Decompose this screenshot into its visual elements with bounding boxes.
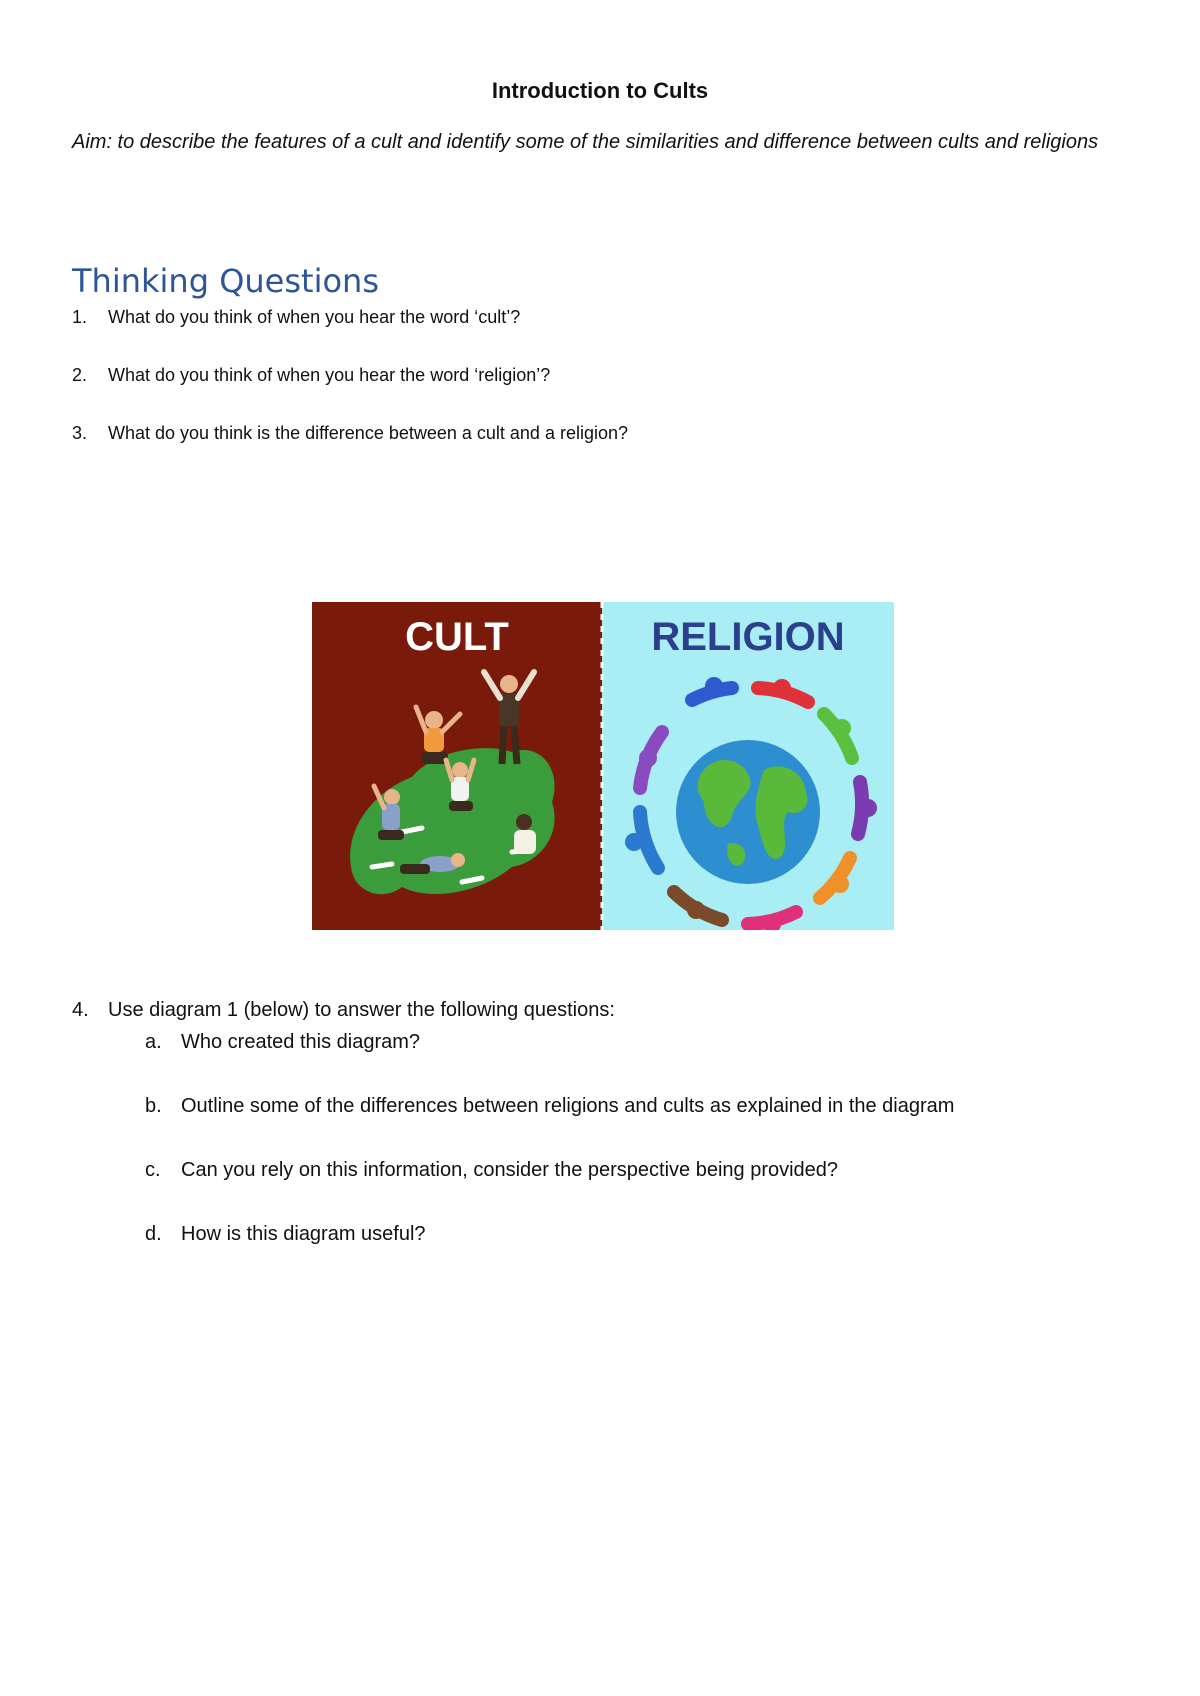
question-text: What do you think of when you hear the word ‘cult’?: [108, 307, 521, 327]
thinking-questions-heading: Thinking Questions: [72, 262, 379, 300]
sub-question-letter: b.: [145, 1095, 162, 1117]
sub-question-text: Can you rely on this information, consider the perspective being provided?: [181, 1159, 839, 1181]
sub-question-c: [145, 1159, 838, 1182]
question-text: What do you think of when you hear the word ‘religion’?: [108, 365, 551, 385]
aim-statement: Aim: to describe the features of a cult and identify some of the similarities and difference between cults and religions: [72, 131, 1099, 153]
question-number: 3.: [72, 423, 88, 443]
page-title: Introduction to Cults: [491, 78, 709, 103]
sub-question-letter: d.: [145, 1223, 162, 1245]
question-text: Use diagram 1 (below) to answer the following questions:: [108, 999, 615, 1021]
question-4: [72, 999, 615, 1022]
question-number: 1.: [72, 307, 88, 327]
question-3: [72, 423, 628, 444]
cult-religion-illustration: [312, 602, 894, 930]
sub-question-d: [145, 1223, 426, 1246]
question-text: What do you think is the difference between a cult and a religion?: [108, 423, 628, 443]
sub-question-text: Who created this diagram?: [181, 1031, 421, 1053]
sub-question-b: [145, 1095, 954, 1118]
sub-question-letter: a.: [145, 1031, 162, 1053]
sub-question-a: [145, 1031, 420, 1054]
sub-question-text: How is this diagram useful?: [181, 1223, 426, 1245]
sub-question-letter: c.: [145, 1159, 161, 1181]
question-number: 2.: [72, 365, 88, 385]
question-number: 4.: [72, 999, 89, 1021]
question-2: [72, 365, 550, 386]
question-1: [72, 307, 520, 328]
sub-question-text: Outline some of the differences between religions and cults as explained in the diagram: [181, 1095, 955, 1117]
religion-label: RELIGION: [651, 615, 845, 659]
cult-label: CULT: [405, 615, 509, 659]
